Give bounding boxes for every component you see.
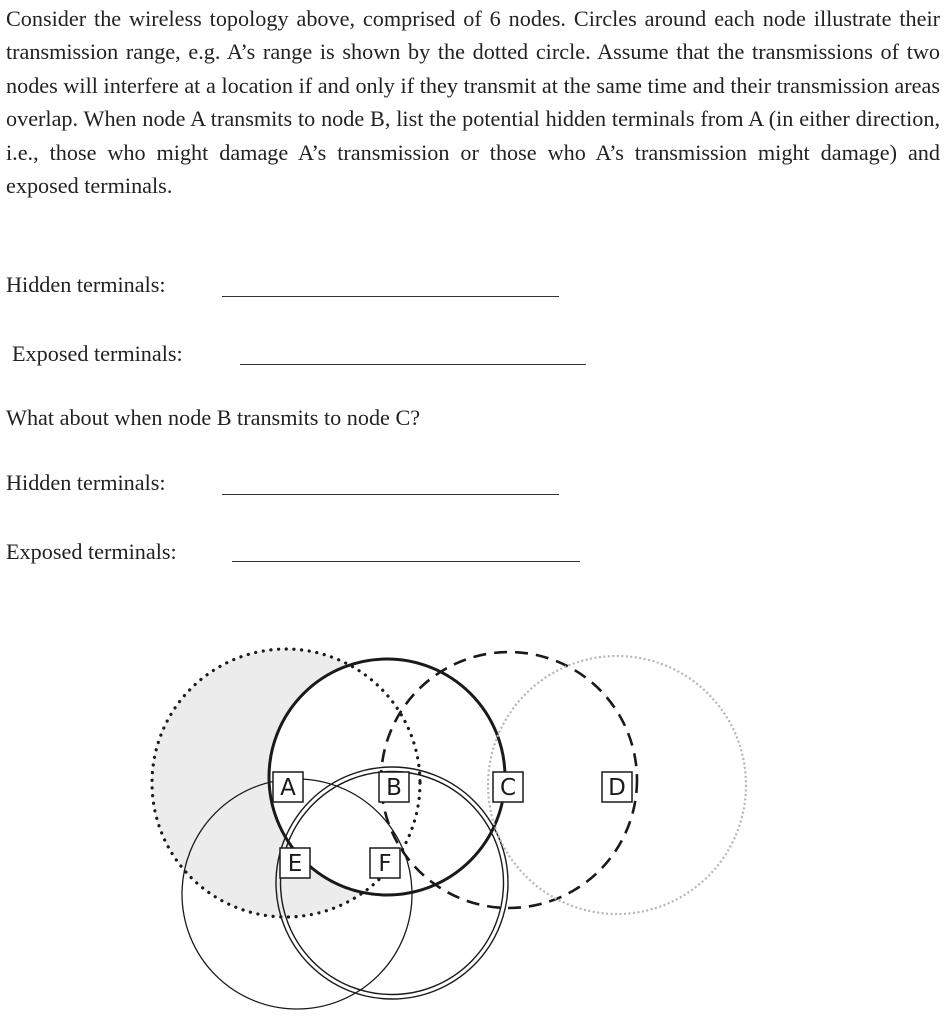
exposed-terminals-label-1: Exposed terminals: [12,341,183,366]
hidden-terminals-label-2: Hidden terminals: [6,470,166,495]
node-label-a: A [280,775,296,801]
exposed-terminals-label-2: Exposed terminals: [6,539,177,564]
exposed-terminals-blank-2[interactable] [232,561,580,562]
node-label-c: C [499,775,517,801]
node-label-b: B [386,775,402,801]
node-label-f: F [378,851,392,877]
hidden-terminals-label-1: Hidden terminals: [6,272,166,297]
part2-prompt: What about when node B transmits to node C? [6,405,421,430]
hidden-terminals-blank-1[interactable] [222,296,559,297]
hidden-terminals-blank-2[interactable] [222,494,559,495]
node-label-e: E [287,851,303,877]
topology-diagram [0,600,947,1020]
question-paragraph: Consider the wireless topology above, comprised of 6 nodes. Circles around each node illustrate their transmission range, e.g. A’s range is shown by the dotted circle. Assume that the transmissions of two nodes will interfere at a location if and only if they transmit at the same time and their transmission areas overlap. When node A transmits to node B, list the potential hidden terminals from A (in either direction, i.e., those who might damage A’s transmission or those who A’s transmission might damage) and exposed terminals. [6,6,940,199]
exposed-terminals-blank-1[interactable] [240,364,586,365]
node-label-d: D [608,775,626,801]
